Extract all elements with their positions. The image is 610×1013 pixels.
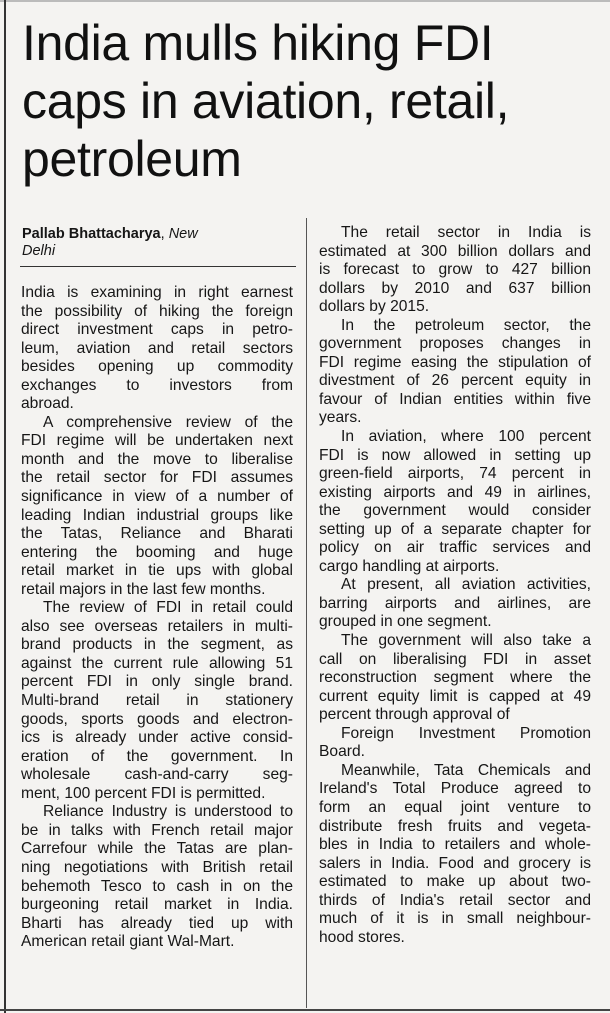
text-line: brand products in the segment, as [21, 636, 293, 654]
top-rule [0, 0, 610, 2]
headline-line: caps in aviation, retail, [22, 73, 510, 129]
text-line: cargo handling at airports. [319, 557, 500, 575]
text-line: the retail sector for FDI assumes [21, 469, 293, 487]
text-line: FDI regime easing the stipulation of [319, 353, 591, 371]
text-line: abroad. [21, 395, 74, 413]
text-line: dollars by 2010 and 637 billion [319, 279, 591, 297]
left-border-rule [4, 0, 6, 1013]
text-line: government proposes changes in [319, 335, 591, 353]
author-name: Pallab Bhattacharya [22, 226, 161, 242]
text-line: existing airports and 49 in airlines, [319, 483, 591, 501]
text-line: Meanwhile, Tata Chemicals and [341, 761, 591, 779]
text-line: Reliance Industry is understood to [43, 803, 293, 821]
text-line: burgeoning retail market in India. [21, 896, 293, 914]
text-line: Multi-brand retail in stationery [21, 692, 293, 710]
text-line: Bharti has already tied up with [21, 914, 293, 932]
text-line: the possibility of hiking the foreign [21, 302, 293, 320]
text-line: eration of the government. In [21, 747, 293, 765]
text-line: the Tatas, Reliance and Bharati [21, 525, 293, 543]
text-line: wholesale cash-and-carry seg- [21, 766, 293, 784]
text-line: The government will also take a [341, 632, 591, 650]
article-column-left [21, 284, 293, 952]
byline-separator: , [160, 226, 169, 242]
text-line: form an equal joint venture to [319, 798, 591, 816]
text-line: dollars by 2015. [319, 298, 430, 316]
text-line: Ireland's Total Produce agreed to [319, 780, 591, 798]
headline-line: petroleum [22, 131, 242, 187]
dateline-line-2: Delhi [22, 243, 56, 259]
text-line: call on liberalising FDI in asset [319, 650, 591, 668]
bottom-rule [0, 1009, 610, 1011]
text-line: setting up of a separate chapter for [319, 520, 591, 538]
text-line: grouped in one segment. [319, 613, 492, 631]
text-line: green-field airports, 74 percent in [319, 465, 591, 483]
text-line: be in talks with French retail major [21, 821, 293, 839]
text-line: estimated at 300 billion dollars and [319, 242, 591, 260]
text-line: barring airports and airlines, are [319, 594, 591, 612]
text-line: FDI regime will be undertaken next [21, 432, 293, 450]
text-line: In the petroleum sector, the [341, 316, 591, 334]
text-line: against the current rule allowing 51 [21, 654, 293, 672]
text-line: entering the booming and huge [21, 543, 293, 561]
text-line: goods, sports goods and electron- [21, 710, 293, 728]
text-line: percent through approval of [319, 706, 510, 724]
text-line: thirds of India's retail sector and [319, 891, 591, 909]
text-line: years. [319, 409, 362, 427]
text-line: India is examining in right earnest [21, 284, 293, 301]
column-divider [306, 218, 307, 1008]
text-line: A comprehensive review of the [43, 413, 293, 431]
text-line: policy on air traffic services and [319, 539, 591, 557]
text-line: At present, all aviation activities, [341, 576, 591, 594]
article-column-right [319, 224, 591, 947]
text-line: Carrefour while the Tatas are plan- [21, 840, 293, 858]
text-line: divestment of 26 percent equity in [319, 372, 591, 390]
text-line: ics is already under active consid- [21, 729, 293, 747]
headline-line: India mulls hiking FDI [22, 15, 494, 71]
text-line: American retail giant Wal-Mart. [21, 933, 235, 951]
text-line: bles in India to retailers and whole- [319, 836, 591, 854]
text-line: The retail sector in India is [341, 224, 591, 241]
byline-rule [20, 266, 296, 267]
text-line: ment, 100 percent FDI is permitted. [21, 784, 266, 802]
dateline-line-1: New [168, 226, 198, 242]
text-line: leum, aviation and retail sectors [21, 339, 293, 357]
text-line: significance in view of a number of [21, 488, 293, 506]
byline [22, 226, 294, 260]
text-line: Board. [319, 743, 365, 761]
text-line: distribute fresh fruits and vegeta- [319, 817, 591, 835]
text-line: the government would consider [319, 502, 591, 520]
text-line: hood stores. [319, 928, 405, 946]
text-line: percent FDI in only single brand. [21, 673, 293, 691]
headline [22, 14, 602, 188]
text-line: In aviation, where 100 percent [341, 428, 591, 446]
text-line: retail majors in the last few months. [21, 580, 266, 598]
text-line: Foreign Investment Promotion [341, 724, 591, 742]
text-line: ning negotiations with British retail [21, 858, 293, 876]
text-line: salers in India. Food and grocery is [319, 854, 591, 872]
text-line: The review of FDI in retail could [43, 599, 293, 617]
text-line: leading Indian industrial groups like [21, 506, 293, 524]
text-line: month and the move to liberalise [21, 450, 293, 468]
text-line: FDI is now allowed in setting up [319, 446, 591, 464]
text-line: much of it is in small neighbour- [319, 910, 591, 928]
text-line: besides opening up commodity [21, 358, 293, 376]
text-line: reconstruction segment where the [319, 669, 591, 687]
text-line: retail market in tie ups with global [21, 562, 293, 580]
text-line: also see overseas retailers in multi- [21, 617, 293, 635]
text-line: favour of Indian entities within five [319, 390, 591, 408]
text-line: behemoth Tesco to cash in on the [21, 877, 293, 895]
text-line: is forecast to grow to 427 billion [319, 261, 591, 279]
text-line: current equity limit is capped at 49 [319, 687, 591, 705]
text-line: direct investment caps in petro- [21, 321, 293, 339]
text-line: estimated to make up about two- [319, 873, 591, 891]
text-line: exchanges to investors from [21, 376, 293, 394]
